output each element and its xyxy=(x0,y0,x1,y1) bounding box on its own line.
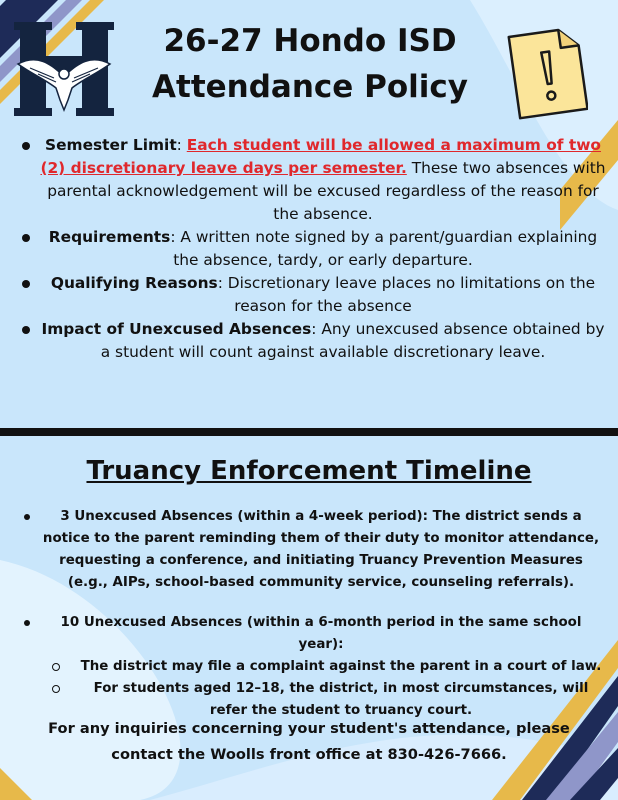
truancy-subitem: For students aged 12–18, the district, in most circumstances, will refer the student to truancy court. xyxy=(20,678,602,722)
hollow-bullet-icon xyxy=(52,685,60,693)
policy-term: Impact of Unexcused Absences xyxy=(41,320,312,338)
title-line-2: Attendance Policy xyxy=(152,69,468,105)
policy-item-semester-limit: Semester Limit: Each student will be allowed a maximum of two (2) discretionary leave days per semester. These two absences with parental acknowledgement will be excused regardless of the reason for the absence. xyxy=(14,134,606,226)
truancy-title: Truancy Enforcement Timeline xyxy=(86,456,532,486)
section-divider xyxy=(0,428,618,436)
policy-item-qualifying-reasons: Qualifying Reasons: Discretionary leave places no limitations on the reason for the absence xyxy=(14,272,606,318)
policy-text: Discretionary leave places no limitations on the reason for the absence xyxy=(227,274,596,315)
policy-term: Semester Limit xyxy=(45,136,177,154)
policy-term: Requirements xyxy=(48,228,171,246)
page-title xyxy=(120,18,500,110)
policy-list xyxy=(14,134,606,364)
bullet-icon xyxy=(22,280,30,288)
exclamation-note-icon xyxy=(506,22,588,122)
policy-emphasis: Each student will be allowed a maximum of two (2) discretionary leave days per semester. xyxy=(40,136,601,177)
hondo-h-eagle-logo xyxy=(8,18,120,120)
bullet-icon xyxy=(22,326,30,334)
policy-text: Any unexcused absence obtained by a student will count against available discretionary leave. xyxy=(100,320,605,361)
bullet-icon xyxy=(22,234,30,242)
policy-item-unexcused-impact: Impact of Unexcused Absences: Any unexcused absence obtained by a student will count against available discretionary leave. xyxy=(14,318,606,364)
bullet-icon xyxy=(24,514,30,520)
bullet-icon xyxy=(24,620,30,626)
hollow-bullet-icon xyxy=(52,663,60,671)
truancy-list xyxy=(20,506,602,722)
title-line-1: 26-27 Hondo ISD xyxy=(163,23,457,59)
policy-text: These two absences with parental acknowledgement will be excused regardless of the reason for the absence. xyxy=(47,159,606,223)
policy-text: A written note signed by a parent/guardian explaining the absence, tardy, or early departure. xyxy=(173,228,598,269)
contact-info: For any inquiries concerning your student's attendance, please contact the Woolls front office at 830-426-7666. xyxy=(48,720,570,763)
truancy-subitem: The district may file a complaint against the parent in a court of law. xyxy=(20,656,602,678)
policy-item-requirements: Requirements: A written note signed by a parent/guardian explaining the absence, tardy, or early departure. xyxy=(14,226,606,272)
policy-term: Qualifying Reasons xyxy=(50,274,218,292)
truancy-item-3-absences: 3 Unexcused Absences (within a 4-week period): The district sends a notice to the parent reminding them of their duty to monitor attendance, requesting a conference, and initiating Truancy Prevention Measures (e.g., AIPs, school-based community service, counseling referrals). xyxy=(20,506,602,594)
truancy-item-10-absences: 10 Unexcused Absences (within a 6-month period in the same school year): xyxy=(20,612,602,656)
bullet-icon xyxy=(22,142,30,150)
